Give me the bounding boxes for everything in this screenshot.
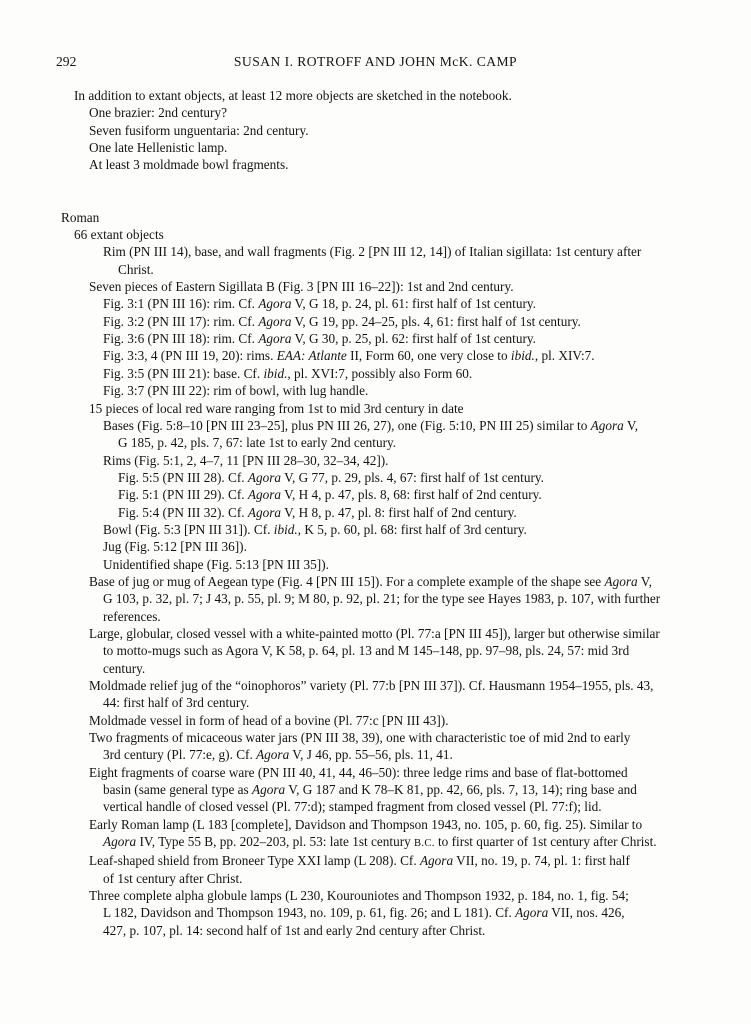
text-segment: One brazier: 2nd century? bbox=[89, 105, 227, 121]
text-segment: Early Roman lamp (L 183 [complete], Davidson and Thompson 1943, no. 105, p. 60, fig. 25). Similar to bbox=[89, 816, 643, 832]
text-line bbox=[61, 243, 729, 260]
text-segment: Bases (Fig. 5:8–10 [PN III 23–25], plus PN III 26, 27), one (Fig. 5:10, PN III 25) similar to bbox=[103, 417, 591, 433]
text-segment: to motto-mugs such as Agora V, K 58, p. 64, pl. 13 and M 145–148, pp. 97–98, pls. 24, 57: mid 3rd bbox=[103, 643, 630, 659]
text-line bbox=[61, 295, 729, 312]
text-segment: references. bbox=[103, 608, 161, 624]
text-line bbox=[61, 746, 729, 763]
text-segment: Fig. 3:7 (PN III 22): rim of bowl, with lug handle. bbox=[103, 383, 369, 399]
text-line bbox=[61, 852, 729, 869]
text-segment: Fig. 3:5 (PN III 21): base. Cf. bbox=[103, 365, 264, 381]
text-line bbox=[61, 538, 729, 555]
italic-text: Agora bbox=[419, 853, 454, 869]
page-content bbox=[61, 87, 729, 939]
text-segment: to first quarter of 1st century after Christ. bbox=[434, 834, 657, 850]
text-line bbox=[61, 781, 729, 798]
text-segment: In addition to extant objects, at least 12 more objects are sketched in the notebook. bbox=[74, 88, 512, 103]
text-segment: One late Hellenistic lamp. bbox=[89, 140, 228, 156]
text-line bbox=[61, 452, 729, 469]
text-line bbox=[61, 156, 729, 173]
text-segment: Fig. 3:6 (PN III 18): rim. Cf. bbox=[103, 331, 259, 347]
text-segment: Fig. 3:2 (PN III 17): rim. Cf. bbox=[103, 313, 259, 329]
text-segment: IV, Type 55 B, pp. 202–203, pl. 53: late 1st century bbox=[136, 834, 415, 850]
text-segment: G 103, p. 32, pl. 7; J 43, p. 55, pl. 9; M 80, p. 92, pl. 21; for the type see Hayes 1983, p. 107, with further bbox=[103, 591, 661, 607]
text-segment: , pl. XIV:7. bbox=[534, 348, 595, 364]
text-segment: L 182, Davidson and Thompson 1943, no. 109, p. 61, fig. 26; and L 181). Cf. bbox=[103, 905, 516, 921]
text-segment: basin (same general type as bbox=[103, 782, 253, 798]
text-line bbox=[61, 434, 729, 451]
text-line bbox=[61, 365, 729, 382]
text-segment: 427, p. 107, pl. 14: second half of 1st and early 2nd century after Christ. bbox=[103, 922, 486, 938]
text-segment: Seven pieces of Eastern Sigillata B (Fig. 3 [PN III 16–22]): 1st and 2nd century. bbox=[89, 279, 514, 295]
text-line bbox=[61, 833, 729, 852]
text-line bbox=[61, 573, 729, 590]
page-number: 292 bbox=[56, 54, 77, 69]
text-line bbox=[61, 904, 729, 921]
italic-text: EAA: Atlante bbox=[276, 348, 347, 364]
text-segment: of 1st century after Christ. bbox=[103, 870, 243, 886]
italic-text: Agora bbox=[256, 747, 290, 763]
text-line bbox=[61, 556, 729, 573]
text-line bbox=[61, 469, 729, 486]
text-segment: V, G 30, p. 25, pl. 62: first half of 1st century. bbox=[291, 331, 536, 347]
text-segment: VII, no. 19, p. 74, pl. 1: first half bbox=[453, 853, 630, 869]
text-segment: Fig. 5:5 (PN III 28). Cf. bbox=[118, 469, 248, 485]
running-header: SUSAN I. ROTROFF AND JOHN McK. CAMP bbox=[233, 54, 518, 69]
text-segment: Three complete alpha globule lamps (L 230, Kourouniotes and Thompson 1932, p. 184, no. 1, fig. 54; bbox=[89, 888, 629, 904]
text-line bbox=[61, 922, 729, 939]
text-line bbox=[61, 382, 729, 399]
text-line bbox=[61, 608, 729, 625]
small-caps-text: B.C. bbox=[414, 838, 435, 850]
italic-text: Agora bbox=[590, 417, 624, 433]
text-segment: Fig. 5:1 (PN III 29). Cf. bbox=[118, 487, 248, 503]
text-line bbox=[61, 729, 729, 746]
text-segment: At least 3 moldmade bowl fragments. bbox=[89, 157, 289, 173]
text-segment: Rims (Fig. 5:1, 2, 4–7, 11 [PN III 28–30, 32–34, 42]). bbox=[103, 452, 389, 468]
italic-text: Agora bbox=[247, 504, 282, 520]
italic-text: Agora bbox=[258, 331, 292, 347]
text-line bbox=[61, 590, 729, 607]
italic-text: Agora bbox=[247, 469, 282, 485]
text-segment: Rim (PN III 14), base, and wall fragments (Fig. 2 [PN III 12, 14]) of Italian sigillata: 1st century after bbox=[103, 244, 642, 260]
text-segment: II, Form 60, one very close to bbox=[346, 348, 511, 364]
text-segment: G 185, p. 42, pls. 7, 67: late 1st to early 2nd century. bbox=[118, 435, 397, 451]
text-segment: Two fragments of micaceous water jars (PN III 38, 39), one with characteristic toe of mid 2nd to early bbox=[89, 730, 631, 746]
italic-text: Agora bbox=[258, 313, 292, 329]
catalog-listing bbox=[61, 209, 729, 939]
text-segment: Fig. 3:1 (PN III 16): rim. Cf. bbox=[103, 296, 259, 312]
text-line bbox=[61, 139, 729, 156]
text-line bbox=[61, 400, 729, 417]
text-segment: Moldmade vessel in form of head of a bovine (Pl. 77:c [PN III 43]). bbox=[89, 712, 449, 728]
text-line bbox=[61, 122, 729, 139]
text-line bbox=[61, 712, 729, 729]
text-segment: 15 pieces of local red ware ranging from 1st to mid 3rd century in date bbox=[89, 400, 464, 416]
text-line bbox=[61, 313, 729, 330]
text-segment: V, G 19, pp. 24–25, pls. 4, 61: first half of 1st century. bbox=[291, 313, 581, 329]
text-segment: Large, globular, closed vessel with a white-painted motto (Pl. 77:a [PN III 45]), larger but otherwise similar bbox=[89, 625, 660, 641]
italic-text: Agora bbox=[252, 782, 286, 798]
text-segment: V, G 18, p. 24, pl. 61: first half of 1st century. bbox=[291, 296, 536, 312]
text-segment: V, H 4, p. 47, pls. 8, 68: first half of 2nd century. bbox=[281, 487, 542, 503]
intro-paragraph bbox=[61, 87, 729, 174]
text-line bbox=[61, 347, 729, 364]
text-segment: V, bbox=[623, 417, 639, 433]
text-line bbox=[61, 816, 729, 833]
text-segment: Roman bbox=[61, 209, 100, 225]
text-line bbox=[61, 642, 729, 659]
text-line bbox=[61, 798, 729, 815]
text-line bbox=[61, 261, 729, 278]
text-line bbox=[61, 486, 729, 503]
italic-text: Agora bbox=[247, 487, 282, 503]
text-segment: 44: first half of 3rd century. bbox=[103, 695, 250, 711]
text-segment: V, J 46, pp. 55–56, pls. 11, 41. bbox=[289, 747, 453, 763]
italic-text: ibid. bbox=[510, 348, 535, 364]
text-segment: , pl. XVI:7, possibly also Form 60. bbox=[287, 365, 473, 381]
text-segment: Eight fragments of coarse ware (PN III 40, 41, 44, 46–50): three ledge rims and base of flat-bottomed bbox=[89, 764, 628, 780]
text-line bbox=[61, 226, 729, 243]
text-line bbox=[61, 104, 729, 121]
text-line bbox=[61, 677, 729, 694]
text-segment: Seven fusiform unguentaria: 2nd century. bbox=[89, 122, 309, 138]
text-segment: Unidentified shape (Fig. 5:13 [PN III 35]). bbox=[103, 556, 329, 572]
text-line bbox=[61, 660, 729, 677]
italic-text: ibid. bbox=[273, 521, 298, 537]
text-segment: VII, nos. 426, bbox=[548, 905, 625, 921]
text-segment: Fig. 5:4 (PN III 32). Cf. bbox=[118, 504, 248, 520]
text-segment: V, H 8, p. 47, pl. 8: first half of 2nd century. bbox=[281, 504, 517, 520]
italic-text: Agora bbox=[103, 834, 137, 850]
text-segment: Leaf-shaped shield from Broneer Type XXI lamp (L 208). Cf. bbox=[89, 853, 420, 869]
text-line bbox=[61, 887, 729, 904]
text-line bbox=[61, 417, 729, 434]
text-segment: Jug (Fig. 5:12 [PN III 36]). bbox=[103, 539, 247, 555]
italic-text: ibid. bbox=[263, 365, 288, 381]
text-line bbox=[61, 87, 729, 104]
text-line bbox=[61, 330, 729, 347]
text-segment: vertical handle of closed vessel (Pl. 77:d); stamped fragment from closed vessel (Pl. 77:f); lid. bbox=[103, 799, 602, 815]
italic-text: Agora bbox=[258, 296, 292, 312]
text-line bbox=[61, 278, 729, 295]
text-segment: Christ. bbox=[118, 261, 154, 277]
text-line bbox=[61, 694, 729, 711]
text-line bbox=[61, 209, 729, 226]
text-segment: V, G 77, p. 29, pls. 4, 67: first half of 1st century. bbox=[281, 469, 544, 485]
text-segment: V, bbox=[637, 573, 652, 589]
text-segment: 3rd century (Pl. 77:e, g). Cf. bbox=[103, 747, 257, 763]
text-line bbox=[61, 504, 729, 521]
text-segment: Moldmade relief jug of the “oinophoros” variety (Pl. 77:b [PN III 37]). Cf. Hausmann 1954–1955, pls. 43, bbox=[89, 678, 654, 693]
italic-text: Agora bbox=[515, 905, 549, 921]
text-segment: century. bbox=[103, 660, 146, 676]
italic-text: Agora bbox=[604, 573, 638, 589]
text-line bbox=[61, 521, 729, 538]
text-segment: Fig. 3:3, 4 (PN III 19, 20): rims. bbox=[103, 348, 277, 364]
text-segment: Base of jug or mug of Aegean type (Fig. 4 [PN III 15]). For a complete example of the shape see bbox=[89, 573, 605, 589]
text-segment: , K 5, p. 60, pl. 68: first half of 3rd century. bbox=[297, 521, 527, 537]
text-line bbox=[61, 764, 729, 781]
text-segment: Bowl (Fig. 5:3 [PN III 31]). Cf. bbox=[103, 521, 274, 537]
text-line bbox=[61, 625, 729, 642]
text-line bbox=[61, 870, 729, 887]
text-segment: 66 extant objects bbox=[74, 227, 164, 243]
text-segment: V, G 187 and K 78–K 81, pp. 42, 66, pls. 7, 13, 14); ring base and bbox=[285, 782, 637, 798]
